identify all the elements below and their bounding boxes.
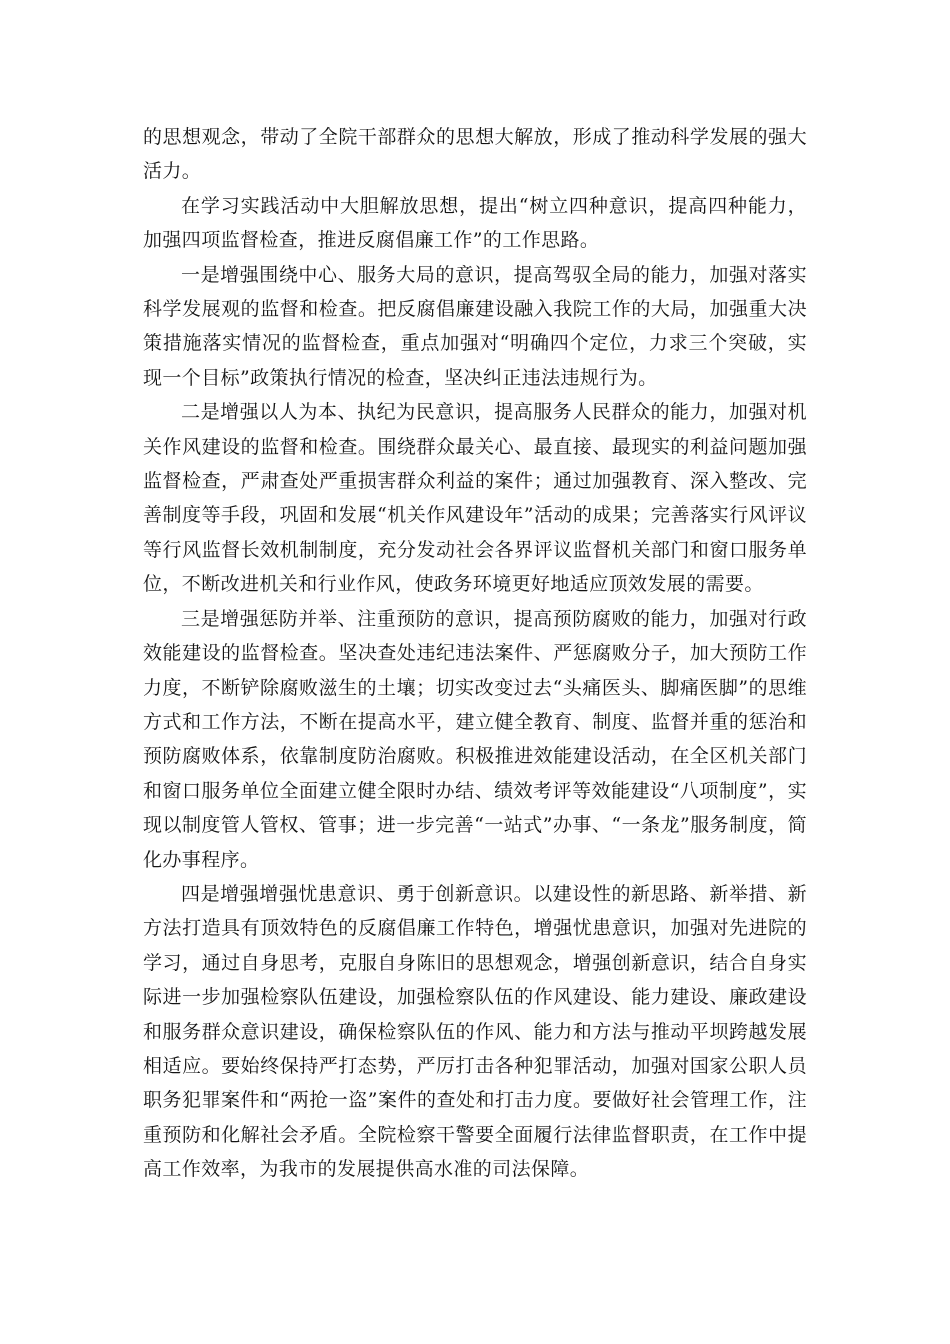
paragraph-continuation: 的思想观念，带动了全院干部群众的思想大解放，形成了推动科学发展的强大活力。 xyxy=(143,126,807,183)
paragraph-point-two: 二是增强以人为本、执纪为民意识，提高服务人民群众的能力，加强对机关作风建设的监督和检查。围绕群众最关心、最直接、最现实的利益问题加强监督检查，严肃查处严重损害群众利益的案件；通过加强教育、深入整改、完善制度等手段，巩固和发展“机关作风建设年”活动的成果；完善落实行风评议等行风监督长效机制制度，充分发动社会各界评议监督机关部门和窗口服务单位，不断改进机关和行业作风，使政务环境更好地适应顶效发展的需要。 xyxy=(143,401,807,596)
paragraph-point-one: 一是增强围绕中心、服务大局的意识，提高驾驭全局的能力，加强对落实科学发展观的监督和检查。把反腐倡廉建设融入我院工作的大局，加强重大决策措施落实情况的监督检查，重点加强对“明确四个定位，力求三个突破，实现一个目标”政策执行情况的检查，坚决纠正违法违规行为。 xyxy=(143,263,807,389)
paragraph-point-four: 四是增强增强忧患意识、勇于创新意识。以建设性的新思路、新举措、新方法打造具有顶效特色的反腐倡廉工作特色，增强忧患意识，加强对先进院的学习，通过自身思考，克服自身陈旧的思想观念，增强创新意识，结合自身实际进一步加强检察队伍建设，加强检察队伍的作风建设、能力建设、廉政建设和服务群众意识建设，确保检察队伍的作风、能力和方法与推动平坝跨越发展相适应。要始终保持严打态势，严厉打击各种犯罪活动，加强对国家公职人员职务犯罪案件和“两抢一盗”案件的查处和打击力度。要做好社会管理工作，注重预防和化解社会矛盾。全院检察干警要全面履行法律监督职责，在工作中提高工作效率，为我市的发展提供高水准的司法保障。 xyxy=(143,882,807,1181)
paragraph-work-approach: 在学习实践活动中大胆解放思想，提出“树立四种意识，提高四种能力，加强四项监督检查，推进反腐倡廉工作”的工作思路。 xyxy=(143,194,807,252)
document-body xyxy=(143,120,807,1187)
paragraph-point-three: 三是增强惩防并举、注重预防的意识，提高预防腐败的能力，加强对行政效能建设的监督检查。坚决查处违纪违法案件、严惩腐败分子，加大预防工作力度，不断铲除腐败滋生的土壤；切实改变过去“头痛医头、脚痛医脚”的思维方式和工作方法，不断在提高水平，建立健全教育、制度、监督并重的惩治和预防腐败体系，依靠制度防治腐败。积极推进效能建设活动，在全区机关部门和窗口服务单位全面建立健全限时办结、绩效考评等效能建设“八项制度”，实现以制度管人管权、管事；进一步完善“一站式”办事、“一条龙”服务制度，简化办事程序。 xyxy=(143,607,807,871)
